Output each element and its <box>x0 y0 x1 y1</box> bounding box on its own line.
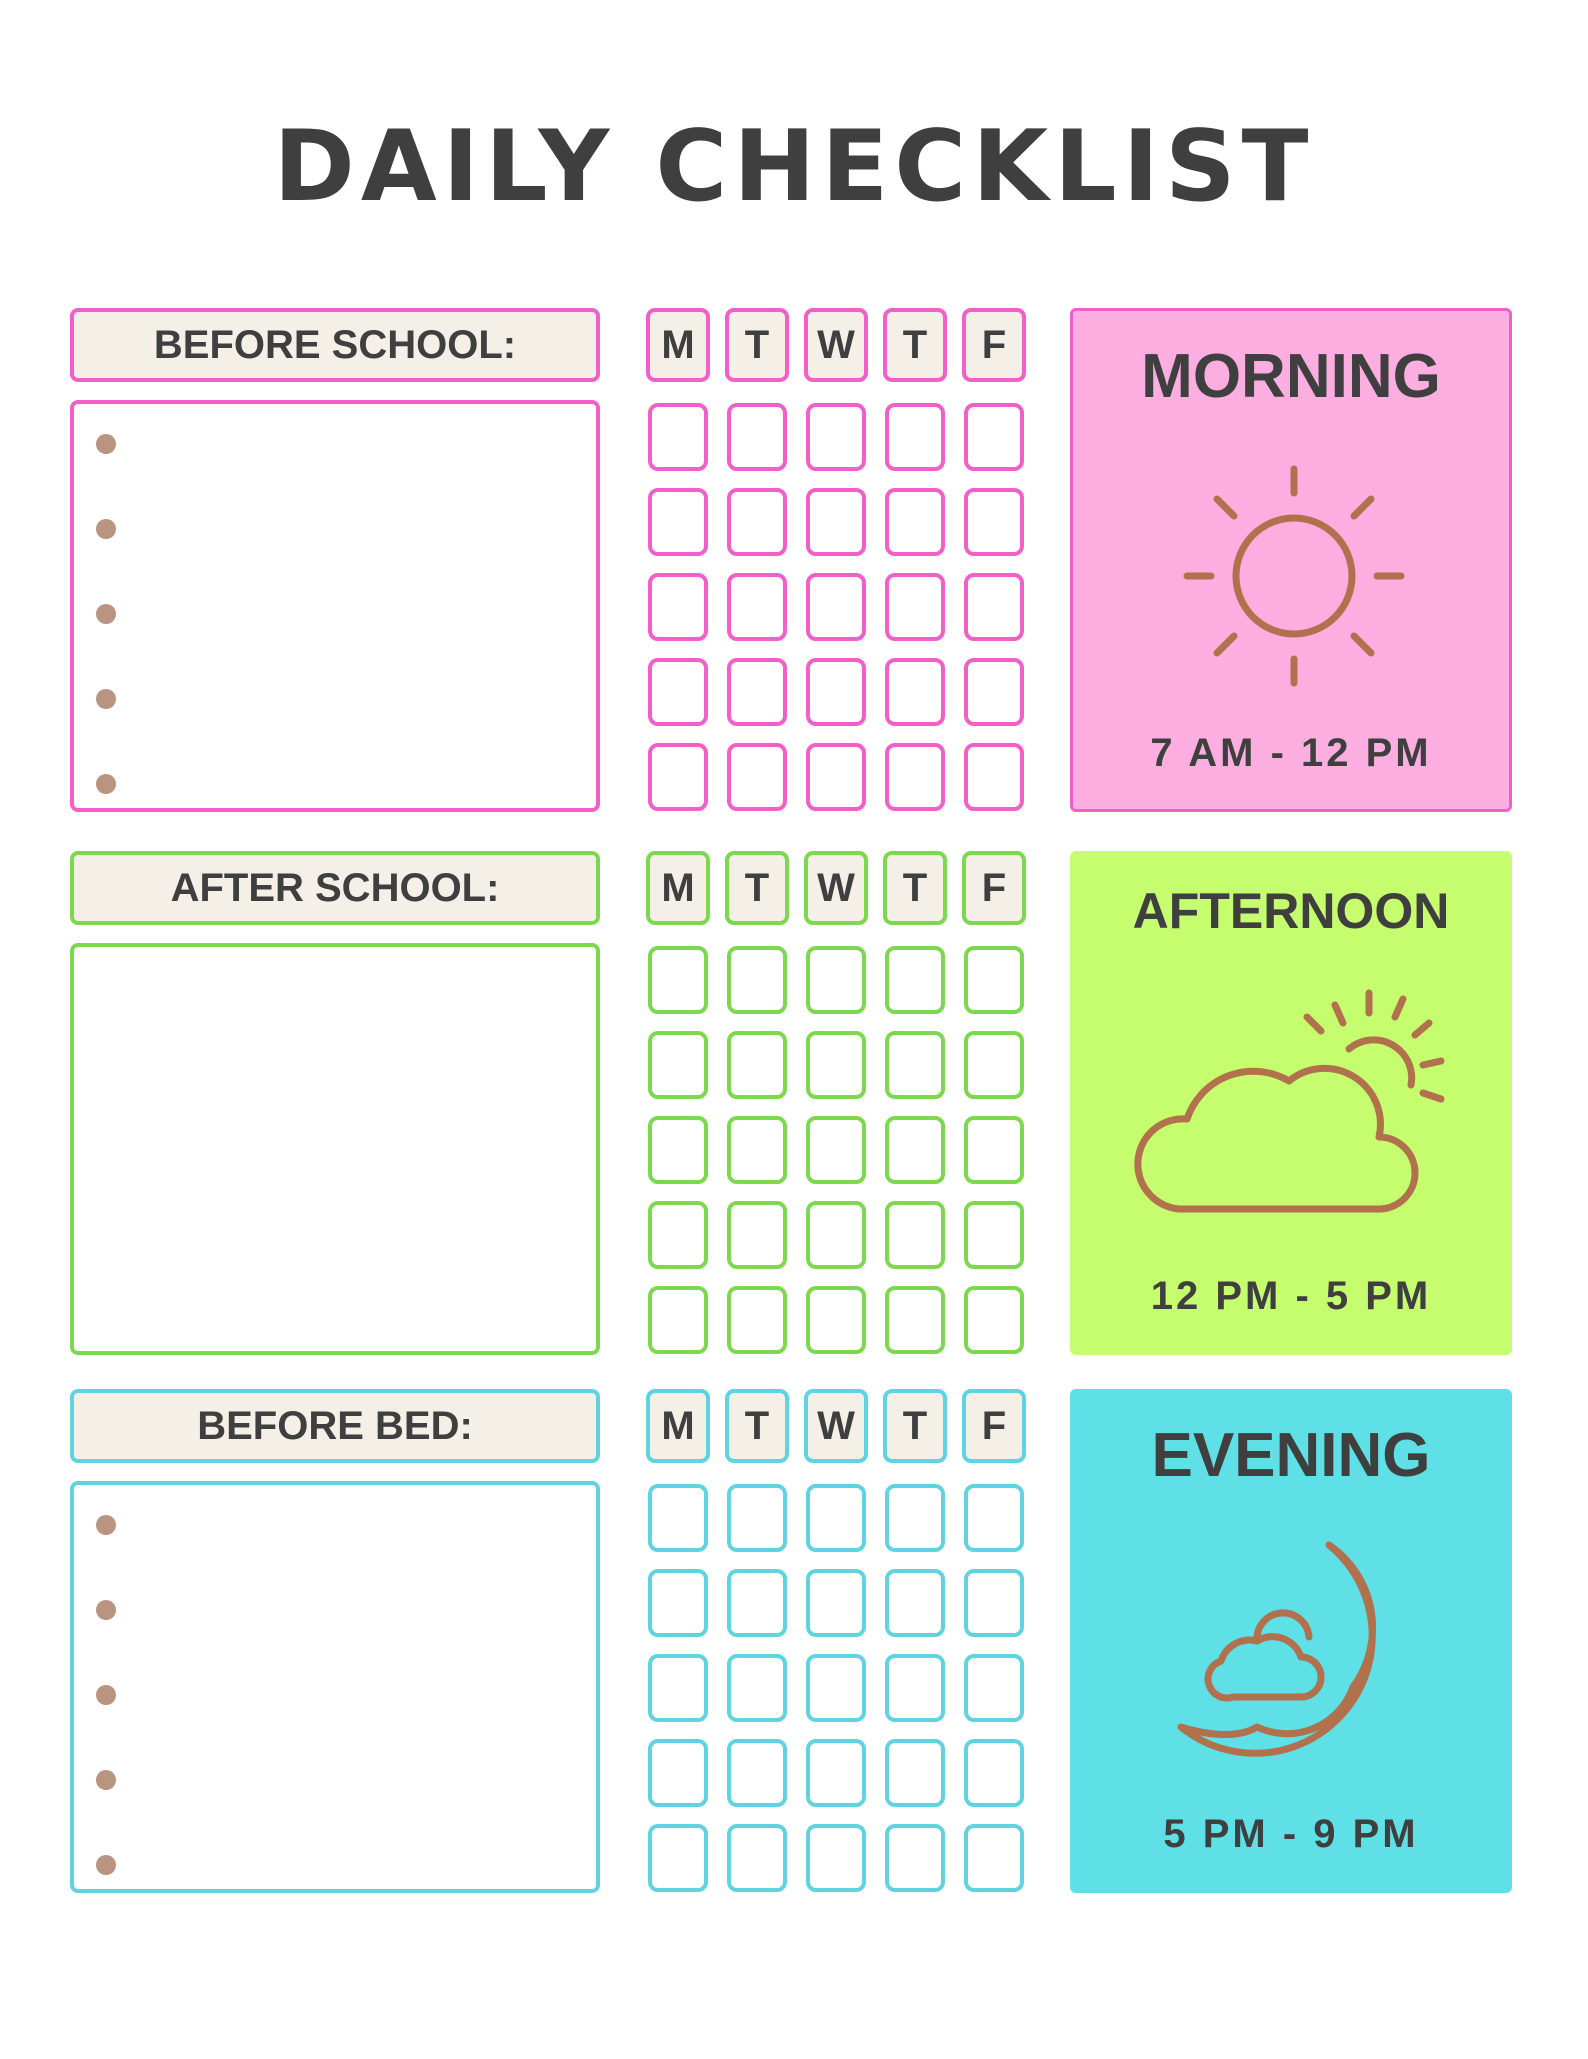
checkbox[interactable] <box>648 1824 708 1892</box>
task-list-box[interactable] <box>70 400 600 812</box>
bullet-point <box>96 519 116 539</box>
checkbox[interactable] <box>648 658 708 726</box>
section-after-school <box>0 851 1588 1361</box>
checkbox[interactable] <box>727 1654 787 1722</box>
time-range: 12 PM - 5 PM <box>1150 1274 1432 1318</box>
checkbox[interactable] <box>964 1201 1024 1269</box>
checkbox[interactable] <box>648 403 708 471</box>
section-label: BEFORE BED: <box>197 1403 473 1448</box>
checkbox[interactable] <box>964 1484 1024 1552</box>
day-header-tuesday: T <box>725 308 789 382</box>
day-header-wednesday: W <box>804 1389 868 1463</box>
checkbox[interactable] <box>648 1031 708 1099</box>
bullet-point <box>96 434 116 454</box>
time-range: 5 PM - 9 PM <box>1163 1812 1419 1856</box>
bullet-point <box>96 1515 116 1535</box>
checkbox[interactable] <box>727 1824 787 1892</box>
checkbox[interactable] <box>885 946 945 1014</box>
day-header-thursday: T <box>883 851 947 925</box>
checkbox[interactable] <box>806 488 866 556</box>
checkbox[interactable] <box>964 1569 1024 1637</box>
period-name: AFTERNOON <box>1132 883 1450 939</box>
checkbox[interactable] <box>806 1824 866 1892</box>
checkbox[interactable] <box>727 403 787 471</box>
checkbox[interactable] <box>727 658 787 726</box>
checkbox[interactable] <box>964 1824 1024 1892</box>
checkbox[interactable] <box>885 1824 945 1892</box>
checkbox[interactable] <box>964 488 1024 556</box>
checkbox[interactable] <box>727 1201 787 1269</box>
bullet-point <box>96 1770 116 1790</box>
checkbox[interactable] <box>806 1739 866 1807</box>
bullet-point <box>96 1855 116 1875</box>
checkbox[interactable] <box>964 1654 1024 1722</box>
checkbox[interactable] <box>806 946 866 1014</box>
checkbox[interactable] <box>727 488 787 556</box>
checkbox[interactable] <box>727 946 787 1014</box>
checkbox[interactable] <box>806 573 866 641</box>
checkbox[interactable] <box>727 1569 787 1637</box>
checkbox[interactable] <box>964 1116 1024 1184</box>
bullet-point <box>96 604 116 624</box>
moon-cloud-icon <box>1173 1537 1413 1777</box>
checkbox[interactable] <box>806 1031 866 1099</box>
checkbox[interactable] <box>648 1739 708 1807</box>
time-range: 7 AM - 12 PM <box>1150 731 1432 775</box>
checkbox[interactable] <box>648 1116 708 1184</box>
checkbox[interactable] <box>727 1031 787 1099</box>
time-card-afternoon <box>1070 851 1512 1355</box>
checkbox[interactable] <box>648 1484 708 1552</box>
checkbox[interactable] <box>806 1654 866 1722</box>
checkbox[interactable] <box>885 1739 945 1807</box>
checkbox[interactable] <box>727 1116 787 1184</box>
checkbox[interactable] <box>885 1286 945 1354</box>
checkbox[interactable] <box>885 1569 945 1637</box>
section-before-school <box>0 308 1588 818</box>
checkbox[interactable] <box>806 743 866 811</box>
checkbox[interactable] <box>727 1286 787 1354</box>
day-header-monday: M <box>646 308 710 382</box>
bullet-point <box>96 1685 116 1705</box>
task-list-box[interactable] <box>70 1481 600 1893</box>
checkbox[interactable] <box>885 1031 945 1099</box>
checkbox[interactable] <box>806 1201 866 1269</box>
day-header-monday: M <box>646 851 710 925</box>
checkbox[interactable] <box>885 1201 945 1269</box>
checkbox[interactable] <box>806 1569 866 1637</box>
checkbox[interactable] <box>727 1739 787 1807</box>
checkbox[interactable] <box>806 1116 866 1184</box>
checkbox[interactable] <box>885 658 945 726</box>
day-header-friday: F <box>962 308 1026 382</box>
time-card-morning <box>1070 308 1512 812</box>
page-title: DAILY CHECKLIST <box>273 110 1315 224</box>
day-header-friday: F <box>962 1389 1026 1463</box>
checkbox[interactable] <box>648 743 708 811</box>
day-header-tuesday: T <box>725 1389 789 1463</box>
checkbox[interactable] <box>964 573 1024 641</box>
time-card-evening <box>1070 1389 1512 1893</box>
checkbox[interactable] <box>806 658 866 726</box>
checkbox[interactable] <box>648 1654 708 1722</box>
section-label-box <box>70 851 600 925</box>
checkbox[interactable] <box>885 743 945 811</box>
section-label-box <box>70 1389 600 1463</box>
checkbox[interactable] <box>885 403 945 471</box>
checkbox[interactable] <box>885 1484 945 1552</box>
day-header-wednesday: W <box>804 308 868 382</box>
section-label: BEFORE SCHOOL: <box>153 322 517 367</box>
checkbox[interactable] <box>885 1654 945 1722</box>
task-list-box[interactable] <box>70 943 600 1355</box>
section-before-bed <box>0 1389 1588 1899</box>
checkbox[interactable] <box>648 1201 708 1269</box>
section-label: AFTER SCHOOL: <box>170 865 500 910</box>
day-header-thursday: T <box>883 1389 947 1463</box>
checkbox[interactable] <box>964 946 1024 1014</box>
checkbox[interactable] <box>964 658 1024 726</box>
day-header-monday: M <box>646 1389 710 1463</box>
checkbox[interactable] <box>964 1286 1024 1354</box>
day-header-thursday: T <box>883 308 947 382</box>
day-header-tuesday: T <box>725 851 789 925</box>
period-name: MORNING <box>1141 342 1441 411</box>
period-name: EVENING <box>1151 1421 1431 1490</box>
bullet-point <box>96 774 116 794</box>
checkbox[interactable] <box>648 946 708 1014</box>
checkbox[interactable] <box>964 1739 1024 1807</box>
day-header-wednesday: W <box>804 851 868 925</box>
checkbox[interactable] <box>648 488 708 556</box>
sun-icon <box>1179 461 1409 691</box>
section-label-box <box>70 308 600 382</box>
checkbox[interactable] <box>648 573 708 641</box>
checkbox[interactable] <box>727 743 787 811</box>
bullet-point <box>96 1600 116 1620</box>
checkbox[interactable] <box>806 403 866 471</box>
checkbox[interactable] <box>885 1116 945 1184</box>
checkbox[interactable] <box>885 488 945 556</box>
checkbox[interactable] <box>648 1286 708 1354</box>
checkbox[interactable] <box>727 573 787 641</box>
checkbox[interactable] <box>727 1484 787 1552</box>
checkbox[interactable] <box>964 403 1024 471</box>
partly-cloudy-icon <box>1129 989 1469 1229</box>
checkbox[interactable] <box>885 573 945 641</box>
bullet-point <box>96 689 116 709</box>
checkbox[interactable] <box>648 1569 708 1637</box>
checkbox[interactable] <box>806 1286 866 1354</box>
day-header-friday: F <box>962 851 1026 925</box>
checkbox[interactable] <box>806 1484 866 1552</box>
checkbox[interactable] <box>964 1031 1024 1099</box>
checkbox[interactable] <box>964 743 1024 811</box>
